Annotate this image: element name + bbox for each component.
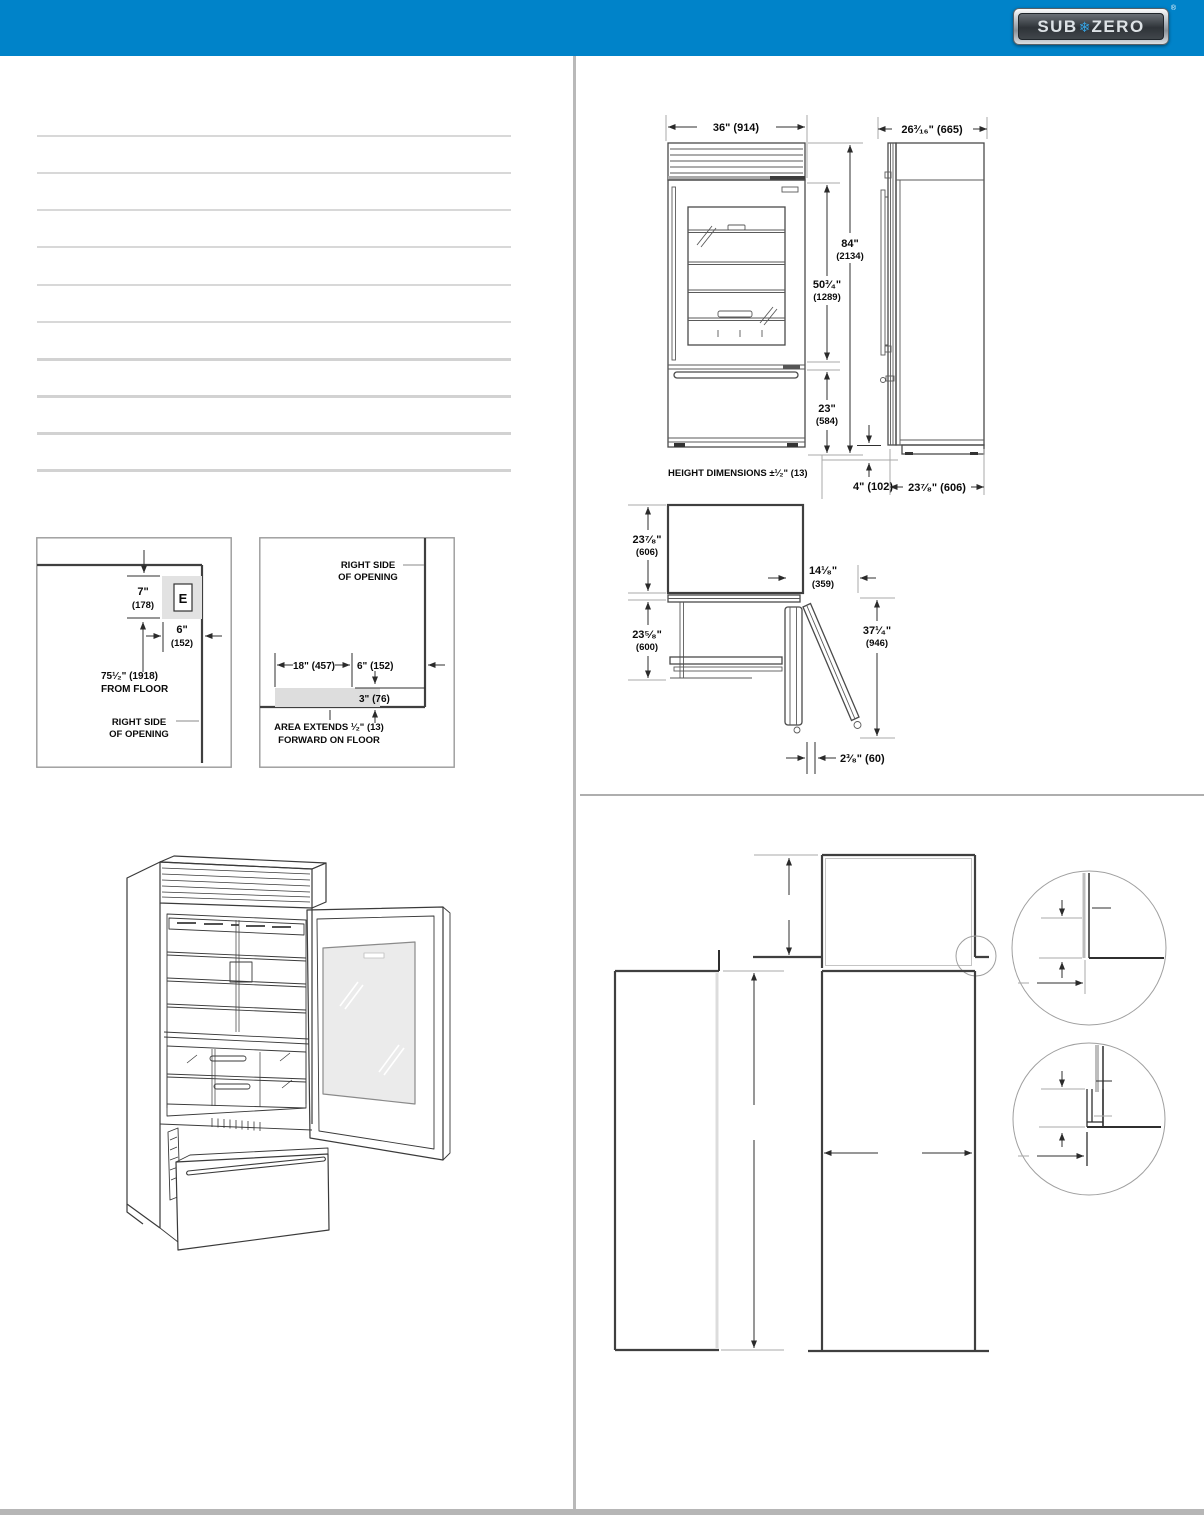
dim-18: 18" (457) [293, 661, 335, 672]
dimension-front-width [666, 115, 807, 178]
wall-line2: OF OPENING [338, 572, 398, 583]
refrigerator-illustration [112, 856, 462, 1256]
dim-2-38: 2³⁄₈" (60) [840, 753, 885, 765]
dimension-base-height [822, 425, 898, 499]
dim-50-in: 50³⁄₄" [812, 279, 842, 291]
dimension-6in [357, 661, 445, 684]
dimension-18in [275, 653, 352, 687]
electrical-rough-in-diagram [36, 537, 232, 768]
dim-6: 6" (152) [357, 661, 394, 672]
table-rule [37, 135, 511, 137]
table-rule [37, 321, 511, 323]
dim-cab-depth-in: 23⁷⁄₈" [632, 534, 662, 546]
wall-callout [338, 560, 424, 583]
soffit-drawing [753, 855, 996, 976]
wall-line1: RIGHT SIDE [340, 560, 396, 571]
table-rule [37, 209, 511, 211]
snowflake-icon: ❄ [1078, 18, 1091, 35]
plan-lines [668, 505, 861, 733]
dimension-7in [127, 550, 160, 618]
dim-84-mm: (2134) [836, 251, 864, 262]
dim-14-mm: (359) [811, 579, 835, 590]
dim-23-58-mm: (600) [635, 642, 659, 653]
detail-circle-flush-inset [1012, 871, 1166, 1025]
dim-7-in: 7" [137, 586, 149, 598]
table-rule [37, 469, 511, 472]
table-rule [37, 358, 511, 361]
illustration-lines [127, 856, 450, 1250]
right-opening-drawing [808, 971, 989, 1351]
right-horizontal-divider [580, 794, 1204, 796]
plan-view-drawing [600, 490, 1020, 790]
header-bar [0, 0, 1204, 56]
dim-7-mm: (178) [131, 600, 155, 611]
dim-37-in: 37¹⁄₄" [862, 625, 892, 637]
floor-area-diagram [259, 537, 455, 768]
dim-84-in: 84" [841, 238, 859, 250]
dimension-6in [146, 622, 222, 652]
subzero-logo [1018, 13, 1164, 40]
dim-14-in: 14¹⁄₈" [808, 565, 838, 577]
dim-depth-top: 26³⁄₁₆" (665) [901, 124, 963, 136]
dim-23-in: 23" [818, 403, 836, 415]
dimension-swing-clearance [860, 598, 895, 738]
outlet-label: E [178, 591, 188, 606]
dimension-open-door-depth [628, 600, 666, 680]
dimension-lower-height [807, 370, 840, 453]
dimension-upper-height [807, 183, 841, 362]
registered-mark: ® [1170, 5, 1176, 12]
dim-4: 4" (102) [853, 481, 894, 493]
dim-cab-depth-mm: (606) [635, 547, 659, 558]
area-note [274, 710, 384, 746]
table-rule [37, 395, 511, 398]
left-opening-drawing [615, 950, 784, 1350]
logo-text-sub: SUB [1037, 17, 1078, 36]
wall-line1: RIGHT SIDE [111, 717, 167, 728]
electrical-outlet [162, 576, 202, 619]
dim-23-mm: (584) [815, 416, 839, 427]
height-tolerance-note: HEIGHT DIMENSIONS ±¹⁄₂" (13) [668, 468, 808, 479]
table-rule [37, 432, 511, 435]
table-rule [37, 172, 511, 174]
elevation-drawing [600, 75, 1100, 515]
height-line1: 75¹⁄₂" (1918) [101, 671, 158, 682]
dim-37-mm: (946) [865, 638, 889, 649]
dimension-door-thickness [786, 742, 885, 774]
dim-depth-bottom: 23⁷⁄₈" (606) [908, 482, 966, 494]
dimension-side-depth-top [878, 117, 987, 139]
dim-front-width: 36" (914) [712, 122, 760, 134]
front-view-lines [668, 143, 805, 447]
note-line1: AREA EXTENDS ¹⁄₂" (13) [274, 722, 384, 733]
dimension-cabinet-depth [628, 505, 666, 593]
dimension-side-depth-bottom [890, 449, 984, 495]
dim-6-mm: (152) [170, 638, 194, 649]
table-rule [37, 246, 511, 248]
wall-callout [109, 717, 199, 740]
opening-rough-in-drawings [580, 800, 1204, 1400]
logo-text-zero: ZERO [1091, 17, 1145, 36]
dim-50-mm: (1289) [813, 292, 841, 303]
wall-line2: OF OPENING [109, 729, 169, 740]
dimension-door-projection [768, 565, 876, 593]
vertical-divider [573, 56, 576, 1509]
dim-6-in: 6" [176, 624, 188, 636]
dim-3: 3" (76) [359, 694, 390, 705]
dimension-height-from-floor [101, 622, 169, 695]
side-view-lines [881, 143, 985, 455]
table-rule [37, 284, 511, 286]
detail-circle-framed-inset [1013, 1043, 1165, 1195]
note-line2: FORWARD ON FLOOR [278, 735, 380, 746]
dim-23-58-in: 23⁵⁄₈" [632, 629, 662, 641]
bottom-edge-strip [0, 1509, 1204, 1515]
height-line2: FROM FLOOR [101, 684, 169, 695]
subzero-logo-badge [1013, 5, 1176, 45]
